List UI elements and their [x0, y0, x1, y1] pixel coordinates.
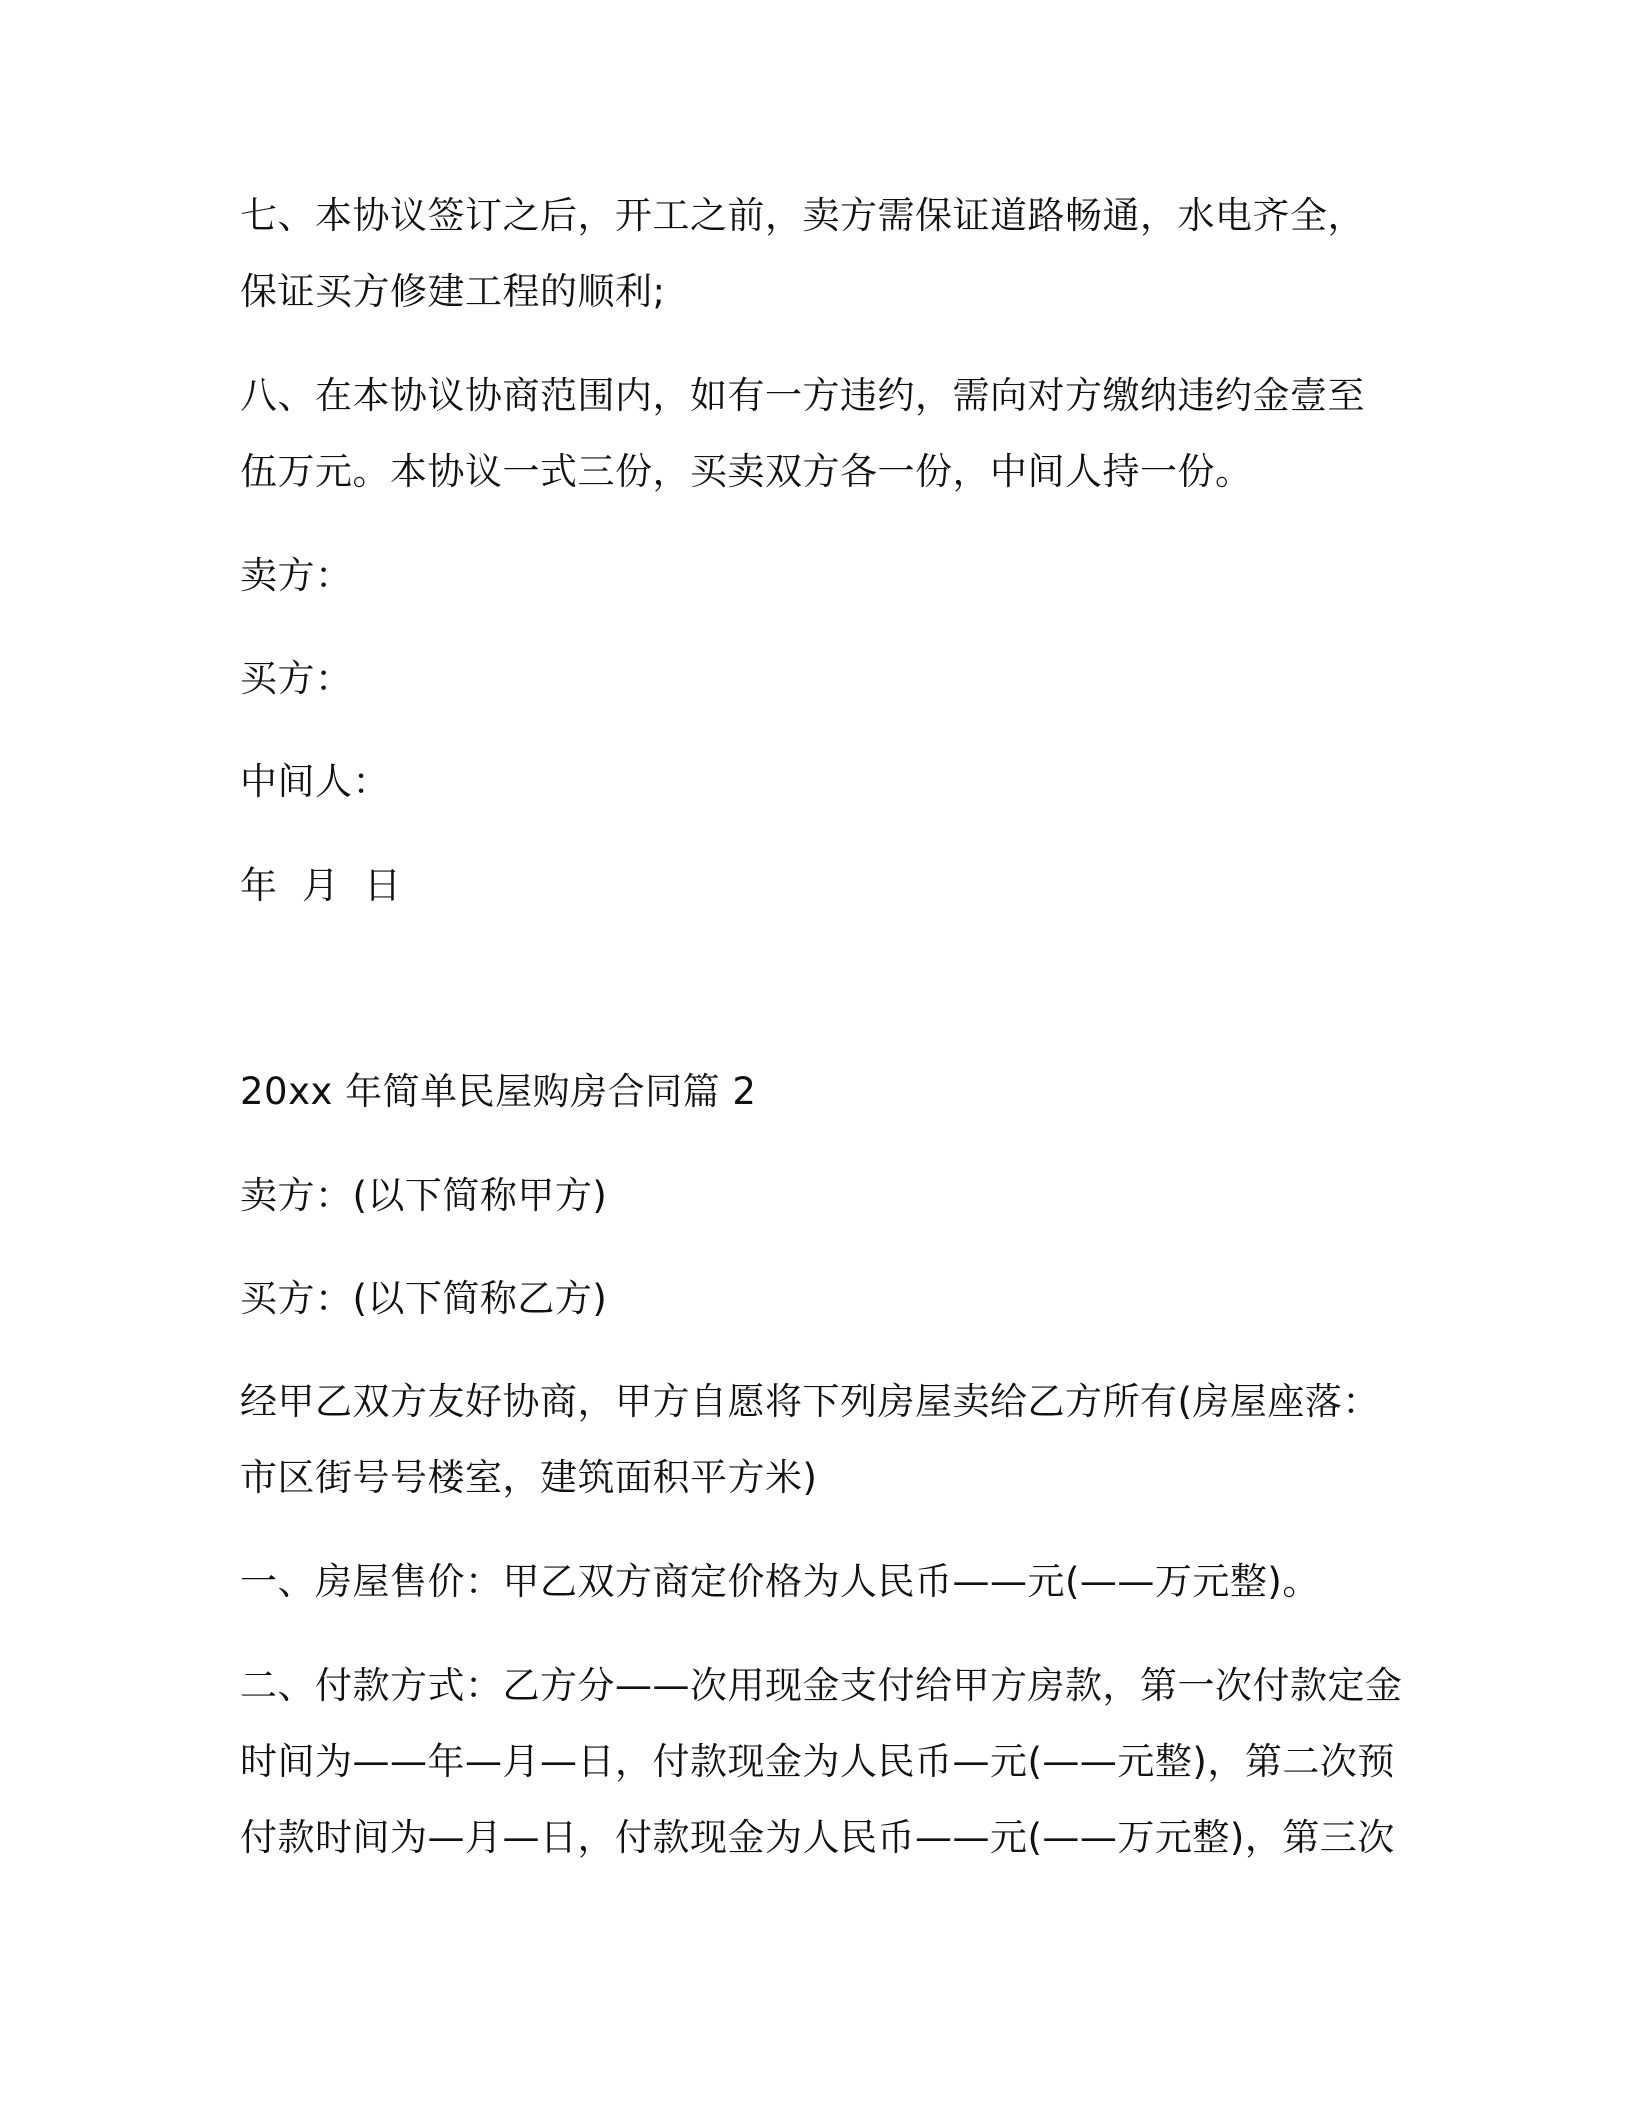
clause-seven-line-1: 七、本协议签订之后，开工之前，卖方需保证道路畅通，水电齐全，: [240, 194, 1365, 237]
section-title: 20xx 年简单民屋购房合同篇 2: [240, 1070, 757, 1113]
party-buyer: 买方：(以下简称乙方): [240, 1277, 608, 1320]
intro-line-2: 市区街号号楼室，建筑面积平方米): [240, 1456, 818, 1499]
clause-seven-line-2: 保证买方修建工程的顺利;: [240, 270, 666, 313]
item-one: 一、房屋售价：甲乙双方商定价格为人民币——元(——万元整)。: [240, 1560, 1320, 1603]
signature-date: 年 月 日: [240, 864, 402, 907]
clause-eight-line-1: 八、在本协议协商范围内，如有一方违约，需向对方缴纳违约金壹至: [240, 374, 1365, 417]
item-two-line-3: 付款时间为—月—日，付款现金为人民币——元(——万元整)，第三次: [240, 1816, 1395, 1859]
item-two-line-1: 二、付款方式：乙方分——次用现金支付给甲方房款，第一次付款定金: [240, 1664, 1403, 1707]
item-two-line-2: 时间为——年—月—日，付款现金为人民币—元(——元整)，第二次预: [240, 1740, 1395, 1783]
intro-line-1: 经甲乙双方友好协商，甲方自愿将下列房屋卖给乙方所有(房屋座落：: [240, 1380, 1380, 1423]
signature-seller: 卖方：: [240, 554, 353, 597]
signature-middleman: 中间人：: [240, 760, 390, 803]
clause-eight-line-2: 伍万元。本协议一式三份，买卖双方各一份，中间人持一份。: [240, 450, 1253, 493]
party-seller: 卖方：(以下简称甲方): [240, 1174, 608, 1217]
signature-buyer: 买方：: [240, 657, 353, 700]
